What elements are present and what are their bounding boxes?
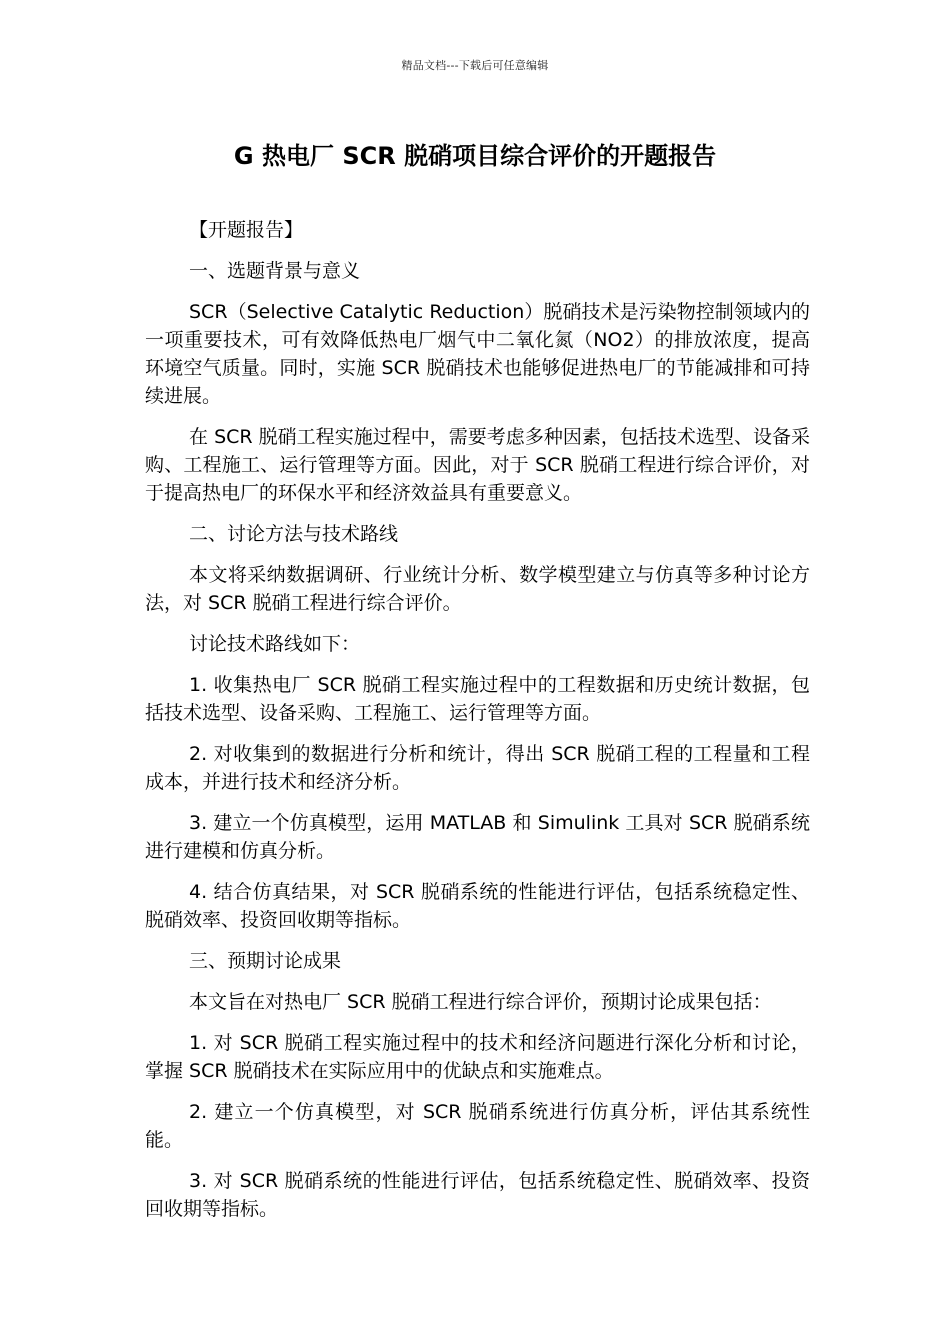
list-item-route-4: 4. 结合仿真结果，对 SCR 脱硝系统的性能进行评估，包括系统稳定性、脱硝效率、投资回收期等指标。: [145, 881, 810, 931]
paragraph-scr-factors: 在 SCR 脱硝工程实施过程中，需要考虑多种因素，包括技术选型、设备采购、工程施工、运行管理等方面。因此，对于 SCR 脱硝工程进行综合评价，对于提高热电厂的环保水平和经济效益具有重要意义。: [145, 426, 810, 504]
list-item-route-3: 3. 建立一个仿真模型，运用 MATLAB 和 Simulink 工具对 SCR 脱硝系统进行建模和仿真分析。: [145, 812, 810, 862]
list-item-route-2: 2. 对收集到的数据进行分析和统计，得出 SCR 脱硝工程的工程量和工程成本，并进行技术和经济分析。: [145, 743, 810, 793]
list-item-result-1: 1. 对 SCR 脱硝工程实施过程中的技术和经济问题进行深化分析和讨论，掌握 SCR 脱硝技术在实际应用中的优缺点和实施难点。: [145, 1032, 810, 1082]
list-item-route-1: 1. 收集热电厂 SCR 脱硝工程实施过程中的工程数据和历史统计数据，包括技术选型、设备采购、工程施工、运行管理等方面。: [145, 674, 810, 724]
document-body: [145, 216, 810, 1236]
header-note: 精品文档---下载后可任意编辑: [401, 59, 549, 72]
section-heading-results: 三、预期讨论成果: [189, 950, 342, 972]
paragraph-methods: 本文将采纳数据调研、行业统计分析、数学模型建立与仿真等多种讨论方法，对 SCR 脱硝工程进行综合评价。: [145, 564, 810, 614]
list-item-result-3: 3. 对 SCR 脱硝系统的性能进行评估，包括系统稳定性、脱硝效率、投资回收期等指标。: [145, 1170, 810, 1220]
section-label-report: 【开题报告】: [189, 219, 304, 241]
paragraph-route-intro: 讨论技术路线如下：: [189, 633, 361, 655]
document-title: G 热电厂 SCR 脱硝项目综合评价的开题报告: [233, 142, 717, 170]
list-item-result-2: 2. 建立一个仿真模型，对 SCR 脱硝系统进行仿真分析，评估其系统性能。: [145, 1101, 810, 1151]
paragraph-results-intro: 本文旨在对热电厂 SCR 脱硝工程进行综合评价，预期讨论成果包括：: [189, 991, 772, 1013]
paragraph-scr-intro: SCR（Selective Catalytic Reduction）脱硝技术是污染物控制领域内的一项重要技术，可有效降低热电厂烟气中二氧化氮（NO2）的排放浓度，提高环境空气质量。同时，实施 SCR 脱硝技术也能够促进热电厂的节能减排和可持续进展。: [145, 301, 810, 407]
section-heading-methods: 二、讨论方法与技术路线: [189, 523, 399, 545]
section-heading-background: 一、选题背景与意义: [189, 260, 361, 282]
